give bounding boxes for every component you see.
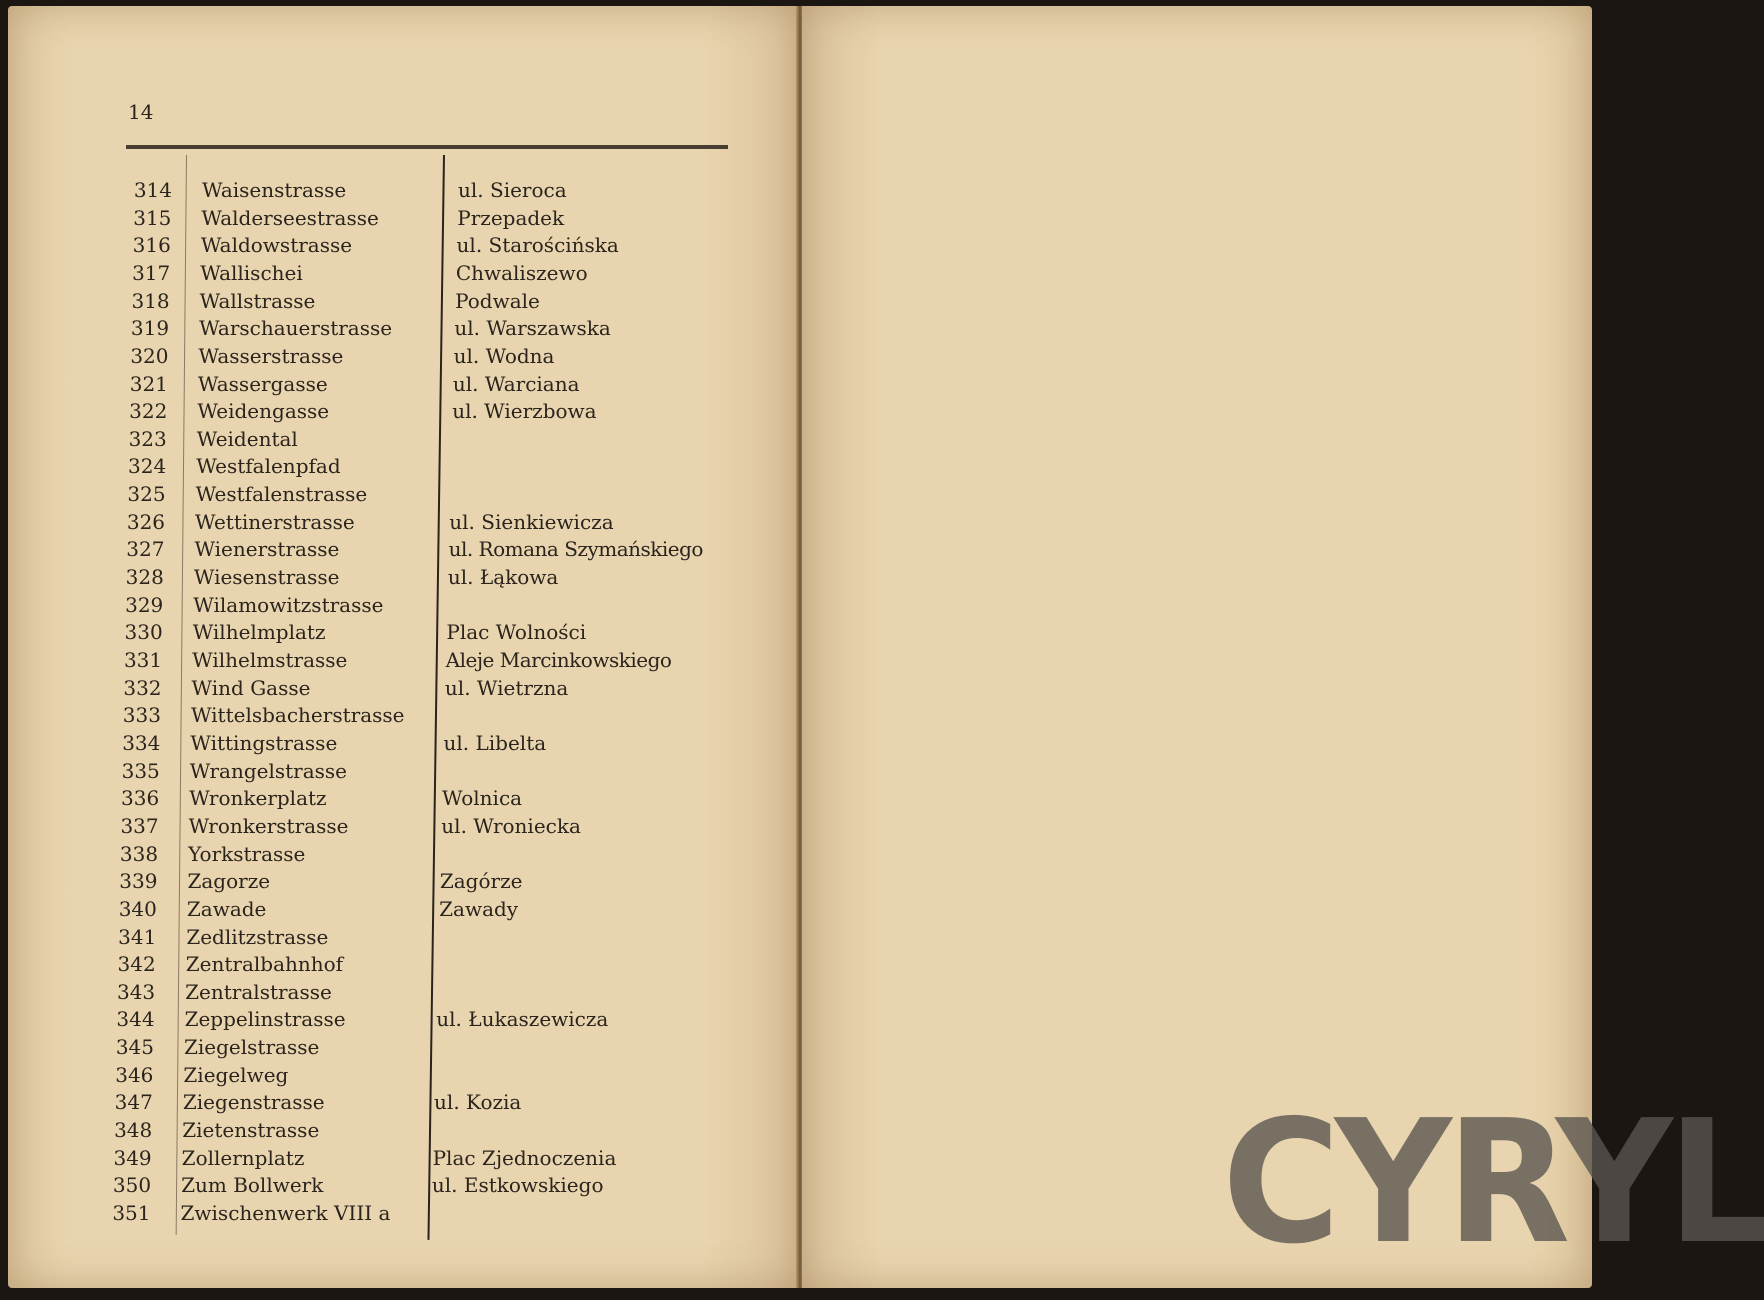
table-row [0,731,780,758]
row-number: 327 [126,537,165,562]
polish-street-name: ul. Wierzbowa [452,399,597,424]
polish-street-name: ul. Kozia [434,1090,522,1115]
row-number: 330 [124,620,163,645]
polish-street-name: ul. Libelta [443,730,547,755]
german-street-name: Westfalenpfad [196,454,341,479]
polish-street-name: ul. Starościńska [456,233,619,258]
row-number: 315 [133,205,172,230]
row-number: 328 [125,565,164,590]
german-street-name: Wassergasse [197,371,328,396]
table-row [0,427,780,454]
row-number: 340 [118,896,157,921]
german-street-name: Wilhelmplatz [192,620,326,645]
row-number: 344 [116,1007,155,1032]
german-street-name: Zedlitzstrasse [186,924,329,949]
table-row [0,1007,780,1034]
row-number: 346 [115,1062,154,1087]
row-number: 339 [119,869,158,894]
german-street-name: Weidental [196,426,298,451]
row-number: 334 [122,730,161,755]
row-number: 314 [133,178,172,202]
polish-street-name: ul. Romana Szymańskiego [448,537,703,562]
table-row [0,565,780,592]
table-row [0,703,780,730]
german-street-name: Zentralstrasse [185,979,332,1004]
german-street-name: Zum Bollwerk [181,1173,324,1198]
row-number: 335 [121,758,160,783]
polish-street-name: Wolnica [442,786,523,811]
polish-street-name: ul. Sienkiewicza [449,509,614,534]
german-street-name: Wittingstrasse [190,730,338,755]
polish-street-name: Zagórze [439,869,523,894]
german-street-name: Warschauerstrasse [199,316,393,341]
table-row [0,814,780,841]
table-row [0,372,780,399]
german-street-name: Zagorze [187,869,271,894]
row-number: 324 [128,454,167,479]
row-number: 316 [132,233,171,258]
polish-street-name: Przepadek [457,205,565,230]
polish-street-name: ul. Wodna [453,343,555,368]
row-number: 342 [117,952,156,977]
polish-street-name: Chwaliszewo [455,260,588,285]
row-number: 331 [123,648,163,673]
page-number: 14 [128,100,154,124]
polish-street-name: ul. Estkowskiego [431,1173,604,1198]
german-street-name: Wettinerstrasse [195,509,355,534]
german-street-name: Zollernplatz [181,1145,305,1170]
german-street-name: Zawade [186,896,267,921]
table-row [0,842,780,869]
german-street-name: Wittelsbacherstrasse [190,703,405,728]
table-row [0,620,780,647]
table-row [0,316,780,343]
row-number: 323 [128,426,167,451]
german-street-name: Wronkerstrasse [188,813,349,838]
table-row [0,1063,780,1090]
german-street-name: Wasserstrasse [198,343,344,368]
table-row [0,1035,780,1062]
table-row [0,482,780,509]
polish-street-name: ul. Łukaszewicza [436,1007,609,1032]
german-street-name: Ziegelweg [183,1062,289,1087]
polish-street-name: Plac Wolności [446,620,587,645]
polish-street-name: ul. Warciana [452,371,580,396]
polish-street-name: Podwale [455,288,540,313]
german-street-name: Wiesenstrasse [193,565,340,590]
row-number: 325 [127,482,166,507]
row-number: 343 [116,979,156,1004]
row-number: 321 [129,371,168,396]
german-street-name: Walderseestrasse [201,205,379,230]
table-row [0,952,780,979]
german-street-name: Wallischei [200,260,303,285]
german-street-name: Waisenstrasse [202,178,347,202]
row-number: 351 [112,1201,151,1225]
polish-street-name: ul. Sieroca [458,178,567,202]
row-number: 326 [126,509,166,534]
row-number: 336 [121,786,160,811]
row-number: 329 [125,592,164,617]
row-number: 349 [113,1145,152,1170]
german-street-name: Waldowstrasse [200,233,353,258]
row-number: 350 [112,1173,152,1198]
german-street-name: Wronkerplatz [189,786,327,811]
row-number: 319 [130,316,170,341]
table-row [0,1146,780,1173]
table-row [0,759,780,786]
polish-street-name: Plac Zjednoczenia [432,1145,617,1170]
row-number: 332 [123,675,162,700]
polish-street-name: ul. Warszawska [454,316,611,341]
german-street-name: Wilamowitzstrasse [193,592,384,617]
german-street-name: Wrangelstrasse [189,758,348,783]
table-row [0,1201,780,1228]
row-number: 320 [130,343,169,368]
german-street-name: Yorkstrasse [188,841,306,866]
row-number: 337 [120,813,159,838]
table-row [0,648,780,675]
table-row [0,344,780,371]
table-row [0,537,780,564]
polish-street-name: ul. Wietrzna [444,675,569,700]
german-street-name: Zwischenwerk VIII a [180,1201,391,1225]
german-street-name: Weidengasse [197,399,330,424]
row-number: 347 [114,1090,153,1115]
german-street-name: Wallstrasse [199,288,316,313]
table-row [0,897,780,924]
german-street-name: Zentralbahnhof [185,952,344,977]
table-row [0,454,780,481]
header-rule [126,145,728,149]
polish-street-name: Aleje Marcinkowskiego [445,648,672,673]
polish-street-name: Zawady [439,896,519,921]
table-row [0,1118,780,1145]
row-number: 341 [118,924,157,949]
table-row [0,869,780,896]
table-row [0,233,780,260]
row-number: 345 [115,1035,154,1060]
table-row [0,261,780,288]
table-row [0,676,780,703]
table-row [0,593,780,620]
polish-street-name: ul. Wroniecka [441,813,581,838]
german-street-name: Ziegelstrasse [184,1035,320,1060]
german-street-name: Zietenstrasse [182,1118,320,1143]
german-street-name: Wienerstrasse [194,537,340,562]
table-row [0,1173,780,1200]
table-row [0,786,780,813]
row-number: 318 [131,288,170,313]
row-number: 348 [114,1118,153,1143]
row-number: 338 [119,841,159,866]
german-street-name: Zeppelinstrasse [184,1007,346,1032]
table-row [0,510,780,537]
table-row [0,178,780,205]
row-number: 333 [122,703,161,728]
row-number: 322 [129,399,168,424]
german-street-name: Westfalenstrasse [195,482,368,507]
german-street-name: Ziegenstrasse [182,1090,325,1115]
polish-street-name: ul. Łąkowa [447,565,559,590]
row-number: 317 [132,260,171,285]
table-row [0,289,780,316]
table-row [0,1090,780,1117]
table-row [0,399,780,426]
table-row [0,925,780,952]
table-row [0,206,780,233]
german-street-name: Wilhelmstrasse [192,648,348,673]
table-row [0,980,780,1007]
cyryl-watermark-logo: CYRYL [1222,1084,1764,1282]
german-street-name: Wind Gasse [191,675,311,700]
